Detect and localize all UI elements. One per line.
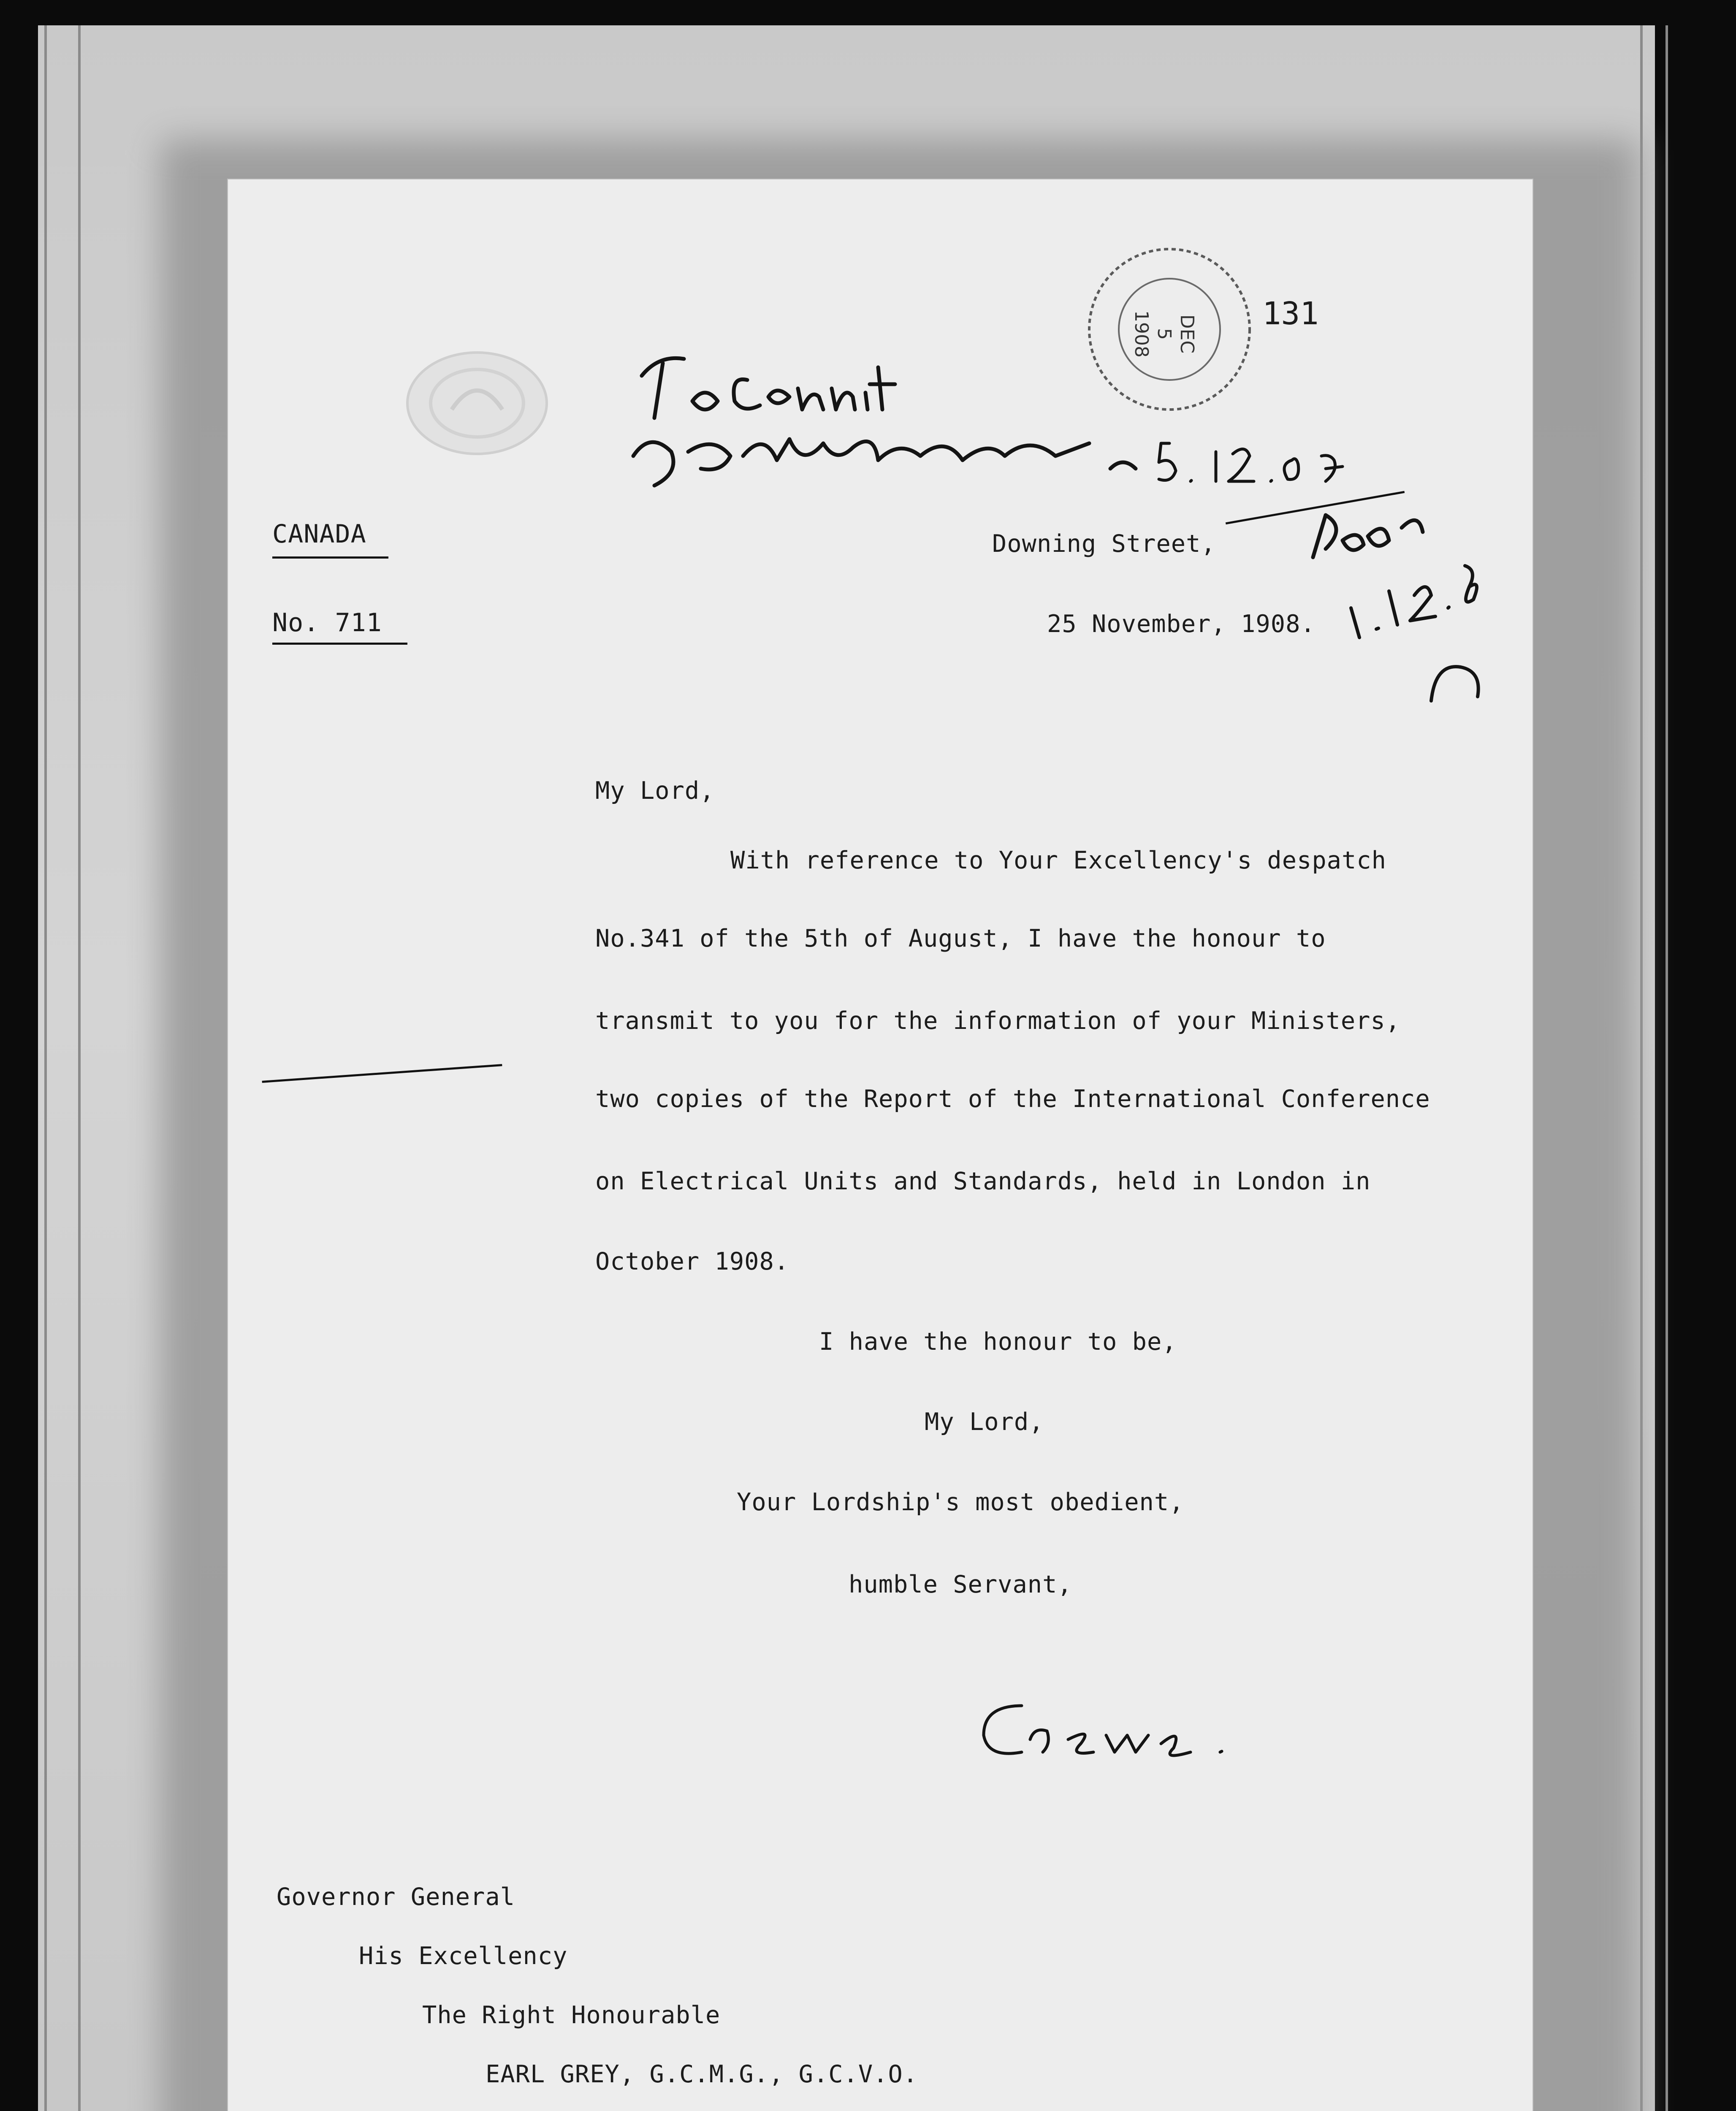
despatch-number-underline — [272, 643, 407, 645]
body-line: With reference to Your Excellency's despatch — [730, 847, 1386, 874]
margin-annotation — [1300, 502, 1520, 722]
addressee-line: Governor General — [277, 1883, 515, 1911]
addressee-line: EARL GREY, G.C.M.G., G.C.V.O. — [486, 2060, 918, 2088]
salutation: My Lord, — [595, 777, 715, 805]
colony-underline — [272, 556, 388, 559]
addressee-line: The Right Honourable — [422, 2001, 721, 2029]
closing-line: My Lord, — [925, 1408, 1044, 1436]
addressee-line: His Excellency — [359, 1942, 568, 1970]
body-line: No.341 of the 5th of August, I have the honour to — [595, 925, 1326, 952]
folio-number: 131 — [1262, 296, 1319, 332]
body-line: on Electrical Units and Standards, held in London in — [595, 1167, 1371, 1195]
closing-line: Your Lordship's most obedient, — [737, 1488, 1184, 1516]
embossed-seal-icon — [401, 346, 553, 460]
signature — [971, 1689, 1233, 1773]
mount-rule — [78, 25, 81, 2111]
mount-rule — [1640, 25, 1643, 2111]
colony-heading: CANADA — [272, 519, 366, 549]
despatch-number: No. 711 — [272, 608, 382, 638]
stamp-day: 5 — [1153, 328, 1175, 340]
letter-date: 25 November, 1908. — [1047, 610, 1316, 638]
stamp-year: 1908 — [1131, 310, 1152, 358]
sender-address: Downing Street, — [992, 530, 1216, 558]
handwritten-date-annotation — [1153, 431, 1372, 494]
mount-rule — [44, 25, 47, 2111]
closing-line: I have the honour to be, — [819, 1328, 1177, 1356]
stamp-month: DEC — [1176, 314, 1198, 354]
body-line: October 1908. — [595, 1248, 789, 1275]
body-line: transmit to you for the information of your Ministers, — [595, 1007, 1401, 1035]
body-line: two copies of the Report of the International Conference — [595, 1085, 1430, 1113]
mount-rule — [1665, 25, 1668, 2111]
closing-line: humble Servant, — [849, 1571, 1072, 1598]
